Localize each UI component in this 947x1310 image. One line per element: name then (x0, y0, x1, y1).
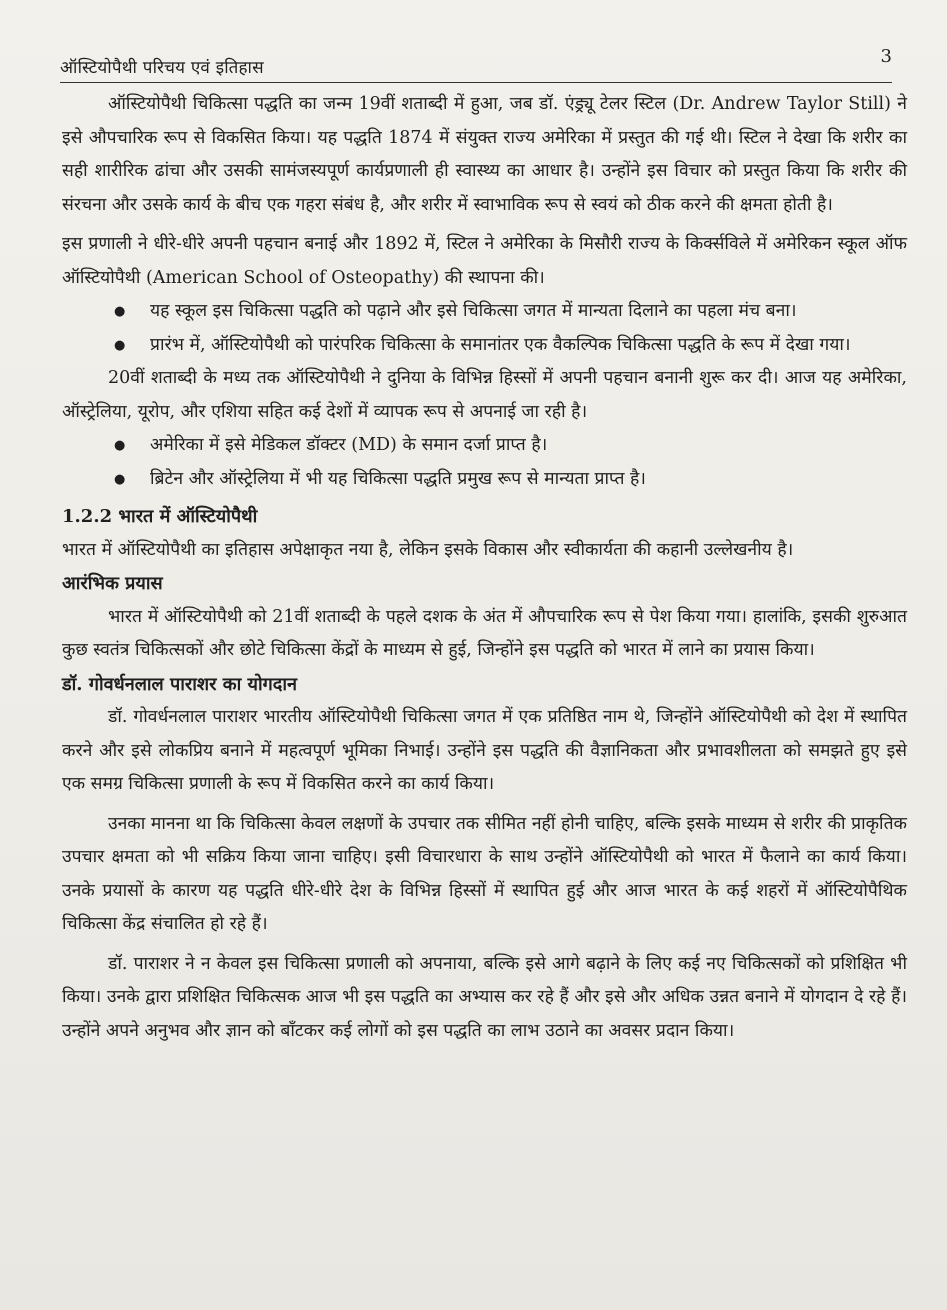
subheading-contribution: डॉ. गोवर्धनलाल पाराशर का योगदान (62, 673, 298, 695)
bullet-icon: ● (114, 438, 126, 453)
list-item: ● ब्रिटेन और ऑस्ट्रेलिया में भी यह चिकित्सा पद्धति प्रमुख रूप से मान्यता प्राप्त है। (62, 463, 907, 497)
page-content (62, 88, 907, 1048)
page-number: 3 (880, 46, 892, 67)
bullet-icon: ● (114, 337, 126, 353)
paragraph-20th-century: 20वीं शताब्दी के मध्य तक ऑस्टियोपैथी ने दुनिया के विभिन्न हिस्सों में अपनी पहचान बनानी शुरू कर दी। आज यह अमेरिका, ऑस्ट्रेलिया, यूरोप, और एशिया सहित कई देशों में व्यापक रूप से अपनाई जा रही है। (62, 368, 907, 422)
list-item: ● प्रारंभ में, ऑस्टियोपैथी को पारंपरिक चिकित्सा के समानांतर एक वैकल्पिक चिकित्सा पद्धति के रूप में देखा गया। (62, 329, 907, 363)
bullet-icon: ● (114, 471, 126, 487)
bullet-list-recognition (62, 429, 907, 496)
list-item: ● अमेरिका में इसे मेडिकल डॉक्टर (MD) के समान दर्जा प्राप्त है। (62, 429, 907, 463)
paragraph-early-efforts: भारत में ऑस्टियोपैथी को 21वीं शताब्दी के पहले दशक के अंत में औपचारिक रूप से पेश किया गया। हालांकि, इसकी शुरुआत कुछ स्वतंत्र चिकित्सकों और छोटे चिकित्सा केंद्रों के माध्यम से हुई, जिन्होंने इस पद्धति को भारत में लाने का प्रयास किया। (62, 606, 907, 660)
paragraph-school: इस प्रणाली ने धीरे-धीरे अपनी पहचान बनाई और 1892 में, स्टिल ने अमेरिका के मिसौरी राज्य के किर्क्सविले में अमेरिकन स्कूल ऑफ ऑस्टियोपैथी (American School of Osteopathy) की स्थापना की। (62, 234, 907, 288)
paragraph-training: डॉ. पाराशर ने न केवल इस चिकित्सा प्रणाली को अपनाया, बल्कि इसे आगे बढ़ाने के लिए कई नए चिकित्सकों को प्रशिक्षित भी किया। उनके द्वारा प्रशिक्षित चिकित्सक आज भी इस पद्धति का अभ्यास कर रहे हैं और इसे और अधिक उन्नत बनाने में योगदान दे रहे हैं। उन्होंने अपने अनुभव और ज्ञान को बाँटकर कई लोगों को इस पद्धति का लाभ उठाने का अवसर प्रदान किया। (62, 953, 907, 1041)
running-title: ऑस्टियोपैथी परिचय एवं इतिहास (60, 58, 264, 78)
list-item: ● यह स्कूल इस चिकित्सा पद्धति को पढ़ाने और इसे चिकित्सा जगत में मान्यता दिलाने का पहला मंच बना। (62, 295, 907, 329)
section-heading: 1.2.2 भारत में ऑस्टियोपैथी (62, 506, 258, 527)
bullet-list-school (62, 295, 907, 362)
paragraph-contribution: डॉ. गोवर्धनलाल पाराशर भारतीय ऑस्टियोपैथी चिकित्सा जगत में एक प्रतिष्ठित नाम थे, जिन्होंने ऑस्टियोपैथी को देश में स्थापित करने और इसे लोकप्रिय बनाने में महत्वपूर्ण भूमिका निभाई। उन्होंने इस पद्धति की वैज्ञानिकता और प्रभावशीलता को समझते हुए इसे एक समग्र चिकित्सा प्रणाली के रूप में विकसित करने का कार्य किया। (62, 707, 907, 794)
page-header (60, 46, 892, 83)
paragraph-philosophy: उनका मानना था कि चिकित्सा केवल लक्षणों के उपचार तक सीमित नहीं होनी चाहिए, बल्कि इसके माध्यम से शरीर की प्राकृतिक उपचार क्षमता को भी सक्रिय किया जाना चाहिए। इसी विचारधारा के साथ उन्होंने ऑस्टियोपैथी को भारत में फैलाने का कार्य किया। उनके प्रयासों के कारण यह पद्धति धीरे-धीरे देश के विभिन्न हिस्सों में स्थापित हुई और आज भारत के कई शहरों में ऑस्टियोपैथिक चिकित्सा केंद्र संचालित हो रहे हैं। (62, 813, 907, 934)
paragraph-origin: ऑस्टियोपैथी चिकित्सा पद्धति का जन्म 19वीं शताब्दी में हुआ, जब डॉ. एंड्र्यू टेलर स्टिल (Dr. Andrew Taylor Still) ने इसे औपचारिक रूप से विकसित किया। यह पद्धति 1874 में संयुक्त राज्य अमेरिका में प्रस्तुत की गई थी। स्टिल ने देखा कि शरीर का सही शारीरिक ढांचा और उसकी सामंजस्यपूर्ण कार्यप्रणाली ही स्वास्थ्य का आधार है। उन्होंने इस विचार को प्रस्तुत किया कि शरीर की संरचना और उसके कार्य के बीच एक गहरा संबंध है, और शरीर में स्वाभाविक रूप से स्वयं को ठीक करने की क्षमता होती है। (62, 94, 907, 215)
subheading-early-efforts: आरंभिक प्रयास (62, 573, 163, 594)
bullet-icon: ● (114, 304, 126, 319)
paragraph-india-intro: भारत में ऑस्टियोपैथी का इतिहास अपेक्षाकृत नया है, लेकिन इसके विकास और स्वीकार्यता की कहानी उल्लेखनीय है। (62, 539, 794, 560)
